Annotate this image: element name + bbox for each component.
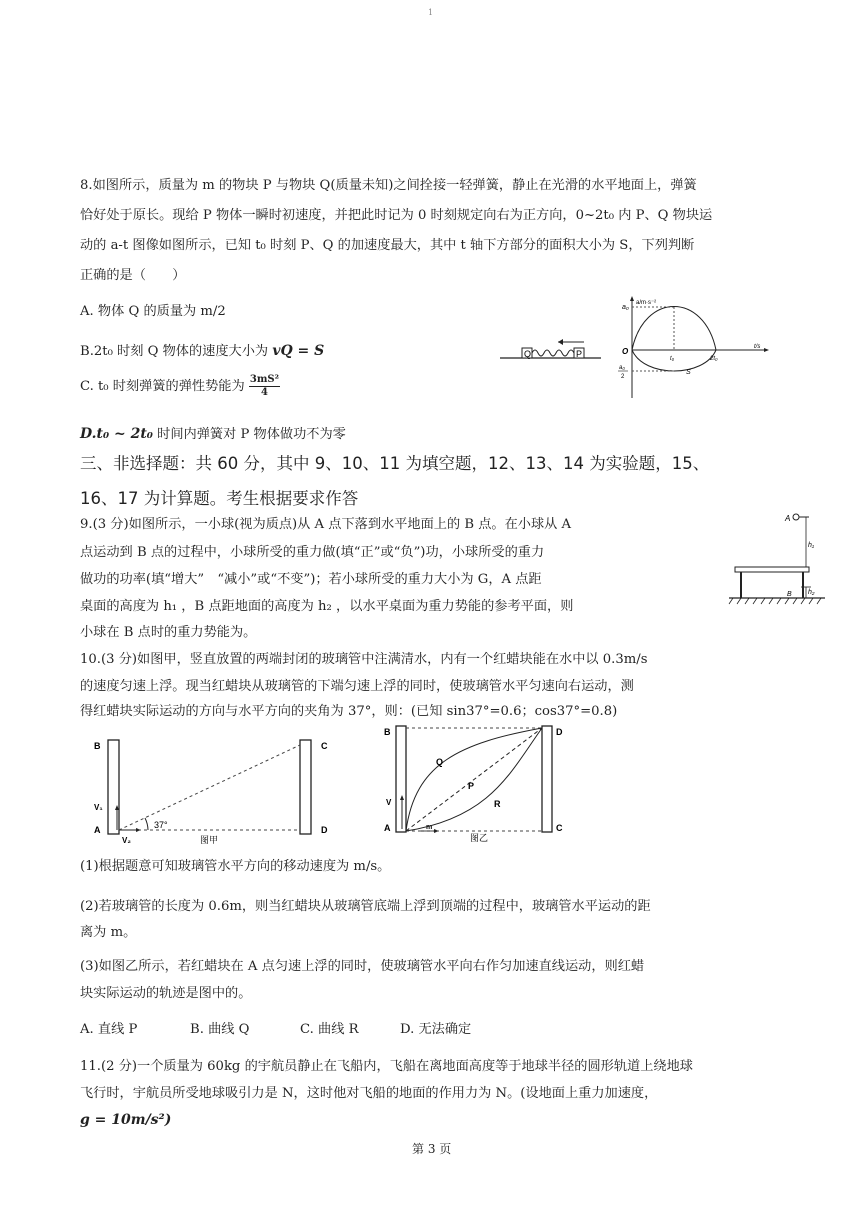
angle-arc bbox=[145, 818, 148, 830]
q10-figure-yi bbox=[380, 723, 580, 843]
q8-line-1: 8.如图所示，质量为 m 的物块 P 与物块 Q(质量未知)之间拴接一轻弹簧，静止在光滑的水平地面上，弹簧 bbox=[80, 178, 697, 193]
angle-label: 37° bbox=[154, 820, 168, 830]
label-p: P bbox=[468, 781, 475, 791]
velocity-arrowhead bbox=[558, 339, 563, 345]
section3-line-1: 三、非选择题：共 60 分，其中 9、10、11 为填空题，12、13、14 为实验题，15、 bbox=[80, 454, 710, 473]
q10-line-3: 得红蜡块实际运动的方向与水平方向的夹角为 37°，则：(已知 sin37°=0.6；cos37°=0.8) bbox=[80, 704, 618, 719]
q8-option-b bbox=[80, 342, 324, 361]
a-axis-arrow bbox=[630, 296, 634, 301]
label-a: A bbox=[384, 823, 391, 833]
label-r: R bbox=[494, 799, 501, 809]
q10-sub-2-line-1: (2)若玻璃管的长度为 0.6m，则当红蜡块从玻璃管底端上浮到顶端的过程中，玻璃管水平运动的距 bbox=[80, 899, 651, 914]
label-q: Q bbox=[436, 757, 444, 767]
neg-a0-denominator: 2 bbox=[621, 374, 625, 380]
q10-option-a: A. 直线 P bbox=[80, 1022, 138, 1037]
q8-line-3: 动的 a-t 图像如图所示，已知 t₀ 时刻 P、Q 的加速度最大，其中 t 轴下方部分的面积大小为 S，下列判断 bbox=[80, 238, 695, 253]
q8-option-d bbox=[80, 425, 346, 444]
q11-line-1: 11.(2 分)一个质量为 60kg 的宇航员静止在飞船内，飞船在离地面高度等于地球半径的圆形轨道上绕地球 bbox=[80, 1059, 693, 1074]
line-p bbox=[406, 728, 542, 831]
header-mark: 1 bbox=[428, 8, 434, 17]
v2-label: V₂ bbox=[122, 836, 131, 845]
page-number: 第 3 页 bbox=[412, 1142, 452, 1156]
q11-line-2: 飞行时，宇航员所受地球吸引力是 N，这时他对飞船的地面的作用力为 N。(设地面上重力加速度， bbox=[80, 1086, 658, 1101]
m-label: m bbox=[426, 824, 433, 831]
origin-label: O bbox=[622, 347, 629, 356]
caption-jia: 图甲 bbox=[200, 835, 219, 845]
caption-yi: 图乙 bbox=[470, 833, 489, 843]
area-s-label: S bbox=[686, 369, 691, 376]
q9-line-1: 9.(3 分)如图所示，一小球(视为质点)从 A 点下落到水平地面上的 B 点。在小球从 A bbox=[80, 517, 572, 532]
q10-option-d: D. 无法确定 bbox=[400, 1022, 472, 1037]
label-c: C bbox=[321, 741, 328, 751]
v-label: V bbox=[386, 798, 392, 807]
t0-label: t₀ bbox=[670, 356, 675, 362]
q9-line-3: 做功的功率(填“增大” “减小”或“不变”)；若小球所受的重力大小为 G，A 点距 bbox=[80, 572, 542, 587]
q9-line-2: 点运动到 B 点的过程中，小球所受的重力做(填“正”或“负”)功，小球所受的重力 bbox=[80, 545, 545, 560]
q10-sub-2-line-2: 离为 m。 bbox=[80, 925, 137, 940]
spring-coil bbox=[532, 350, 574, 356]
q8-line-2: 恰好处于原长。现给 P 物体一瞬时初速度，并把此时记为 0 时刻规定向右为正方向，0~2t₀ 内 P、Q 物块运 bbox=[80, 208, 713, 223]
tube-right bbox=[542, 726, 552, 832]
label-d: D bbox=[321, 825, 328, 835]
q8-option-d-text: 时间内弹簧对 P 物体做功不为零 bbox=[157, 427, 346, 442]
q8-option-a: A. 物体 Q 的质量为 m/2 bbox=[80, 304, 226, 319]
q9-figure bbox=[727, 505, 827, 607]
label-b: B bbox=[384, 727, 391, 737]
a-axis-label: a/m·s⁻² bbox=[636, 300, 657, 306]
q10-line-2: 的速度匀速上浮。现当红蜡块从玻璃管的下端匀速上浮的同时，使玻璃管水平匀速向右运动，测 bbox=[80, 679, 634, 694]
q9-line-4: 桌面的高度为 h₁ ，B 点距地面的高度为 h₂ ，以水平桌面为重力势能的参考平面，则 bbox=[80, 599, 574, 614]
q9-line-5: 小球在 B 点时的重力势能为。 bbox=[80, 625, 257, 640]
ball bbox=[793, 514, 799, 520]
h1-label: h₁ bbox=[808, 542, 815, 549]
h2-label: h₂ bbox=[808, 589, 815, 596]
q8-fraction-numerator: 3mS² bbox=[249, 374, 279, 385]
v1-label: V₁ bbox=[94, 803, 103, 812]
q10-option-c: C. 曲线 R bbox=[300, 1022, 359, 1037]
tube-right bbox=[300, 740, 311, 834]
label-a: A bbox=[94, 825, 101, 835]
trajectory-dashed bbox=[119, 745, 300, 830]
label-d: D bbox=[556, 727, 563, 737]
q8-spring-figure bbox=[498, 336, 603, 366]
q8-option-b-text: B.2t₀ 时刻 Q 物体的速度大小为 bbox=[80, 344, 269, 359]
point-a-label: A bbox=[785, 514, 791, 523]
q8-option-c bbox=[80, 374, 280, 399]
q8-fraction-denominator: 4 bbox=[260, 387, 268, 398]
q10-option-b: B. 曲线 Q bbox=[190, 1022, 250, 1037]
q11-formula: g = 10m/s²) bbox=[80, 1112, 172, 1128]
label-c: C bbox=[556, 823, 563, 833]
q10-sub-3-line-2: 块实际运动的轨迹是图中的。 bbox=[80, 986, 252, 1001]
t-axis-label: t/s bbox=[754, 344, 761, 350]
point-b-label: B bbox=[787, 591, 792, 598]
2t0-label: 2t₀ bbox=[710, 356, 718, 362]
tube-left bbox=[396, 726, 406, 832]
q10-line-1: 10.(3 分)如图甲，竖直放置的两端封闭的玻璃管中注满清水，内有一个红蜡块能在水中以 0.3m/s bbox=[80, 652, 648, 667]
section3-line-2: 16、17 为计算题。考生根据要求作答 bbox=[80, 489, 359, 508]
a0-label: a₀ bbox=[622, 304, 629, 311]
q8-option-c-text: C. t₀ 时刻弹簧的弹性势能为 bbox=[80, 379, 245, 394]
q10-figure-jia bbox=[88, 735, 348, 847]
t-axis-arrow bbox=[764, 348, 769, 352]
q8-option-d-formula: D.t₀ ~ 2t₀ bbox=[80, 426, 153, 442]
block-q-label: Q bbox=[524, 349, 532, 359]
q8-line-4: 正确的是（ ） bbox=[80, 268, 186, 283]
label-b: B bbox=[94, 741, 101, 751]
q8-option-b-formula: vQ = S bbox=[272, 343, 325, 359]
q10-sub-1: (1)根据题意可知玻璃管水平方向的移动速度为 m/s。 bbox=[80, 859, 391, 874]
q10-sub-3-line-1: (3)如图乙所示，若红蜡块在 A 点匀速上浮的同时，使玻璃管水平向右作匀加速直线运动，则红蜡 bbox=[80, 959, 645, 974]
neg-a0-numerator: a₀ bbox=[619, 365, 625, 371]
ground-hatch bbox=[729, 598, 821, 604]
table-top bbox=[735, 567, 809, 572]
q8-option-c-fraction bbox=[249, 374, 280, 399]
q8-at-graph bbox=[614, 294, 774, 400]
block-p-label: P bbox=[576, 349, 583, 359]
